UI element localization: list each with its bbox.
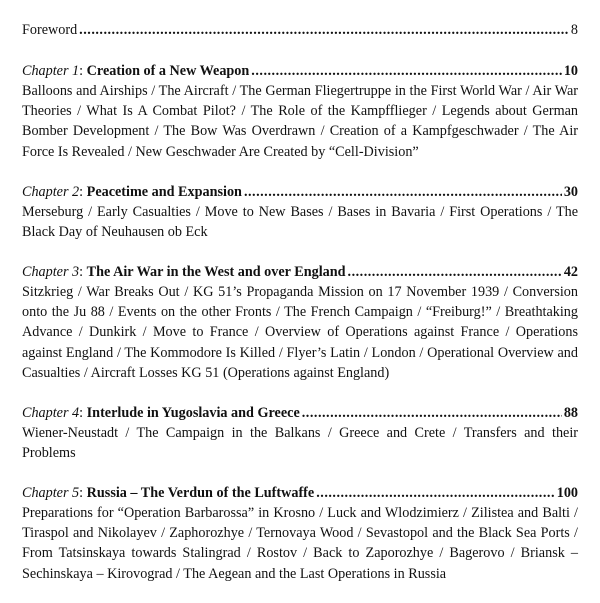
dot-leader xyxy=(348,262,562,282)
chapter-title: Russia – The Verdun of the Luftwaffe xyxy=(86,485,315,501)
page-number: 8 xyxy=(570,22,578,38)
chapter-description: Wiener-Neustadt / The Campaign in the Balkans / Greece and Crete / Transfers and their Problems xyxy=(22,425,578,462)
page-number: 30 xyxy=(563,184,578,200)
page-number: 88 xyxy=(563,405,578,421)
toc-entry-chapter-5 xyxy=(22,483,578,584)
chapter-title: Peacetime and Expansion xyxy=(86,184,242,200)
chapter-title: Creation of a New Weapon xyxy=(86,63,250,79)
chapter-number: Chapter 3 xyxy=(22,264,80,280)
dot-leader xyxy=(79,20,569,40)
chapter-description: Sitzkrieg / War Breaks Out / KG 51’s Propaganda Mission on 17 November 1939 / Conversion onto the Ju 88 / Events on the other Fronts / The French Campaign / “Freiburg!” / Breathtaking Advance / Dunkirk / Move to France / Overview of Operations against France / Operations against England / The Kommodore Is Killed / Flyer’s Latin / London / Operational Overview and Casualties / Aircraft Losses KG 51 (Operations against England) xyxy=(22,284,578,381)
chapter-description: Preparations for “Operation Barbarossa” in Krosno / Luck and Wlodzimierz / Zilistea and Balti / Tiraspol and Nikolayev / Zaphorozhye / Ternovaya Wood / Sevastopol and the Black Sea Ports / From Tatsinskaya towards Stalingrad / Rostov / Back to Zaporozhye / Bagerovo / Briansk – Sechinskaya – Kirovograd / The Aegean and the Last Operations in Russia xyxy=(22,505,578,582)
chapter-number: Chapter 2 xyxy=(22,184,80,200)
chapter-description: Balloons and Airships / The Aircraft / The German Fliegertruppe in the First World War / Air War Theories / What Is A Combat Pilot? / The Role of the Kampfflieger / Legends about German Bomber Development / The Bow Was Overdrawn / Creation of a Kampfgeschwader / The Air Force Is Revealed / New Geschwader Are Created by “Cell-Division” xyxy=(22,83,578,160)
dot-leader xyxy=(316,483,555,503)
toc-entry-chapter-1 xyxy=(22,61,578,162)
page-number: 42 xyxy=(563,264,578,280)
foreword-label: Foreword xyxy=(22,22,78,38)
toc-heading-line: Chapter 5: Russia – The Verdun of the Luftwaffe ..... 100 xyxy=(22,483,578,503)
dot-leader xyxy=(251,61,562,81)
chapter-title: Interlude in Yugoslavia and Greece xyxy=(86,405,300,421)
chapter-title: The Air War in the West and over England xyxy=(86,264,346,280)
toc-entry-foreword xyxy=(22,20,578,40)
dot-leader xyxy=(244,182,562,202)
page-number: 10 xyxy=(563,63,578,79)
dot-leader xyxy=(302,403,562,423)
toc-entry-chapter-2 xyxy=(22,182,578,242)
toc-heading-line xyxy=(22,20,578,40)
toc-entry-chapter-3 xyxy=(22,262,578,383)
toc-heading-line: Chapter 2: Peacetime and Expansion ..... 30 xyxy=(22,182,578,202)
toc-heading-line: Chapter 4: Interlude in Yugoslavia and Greece ..... 88 xyxy=(22,403,578,423)
toc-heading-line: Chapter 3: The Air War in the West and over England ..... 42 xyxy=(22,262,578,282)
toc-entry-chapter-4 xyxy=(22,403,578,463)
chapter-number: Chapter 1 xyxy=(22,63,80,79)
chapter-number: Chapter 5 xyxy=(22,485,80,501)
page-number: 100 xyxy=(556,485,578,501)
chapter-number: Chapter 4 xyxy=(22,405,80,421)
toc-heading-line: Chapter 1: Creation of a New Weapon ..... 10 xyxy=(22,61,578,81)
chapter-description: Merseburg / Early Casualties / Move to New Bases / Bases in Bavaria / First Operations / The Black Day of Neuhausen ob Eck xyxy=(22,204,578,241)
